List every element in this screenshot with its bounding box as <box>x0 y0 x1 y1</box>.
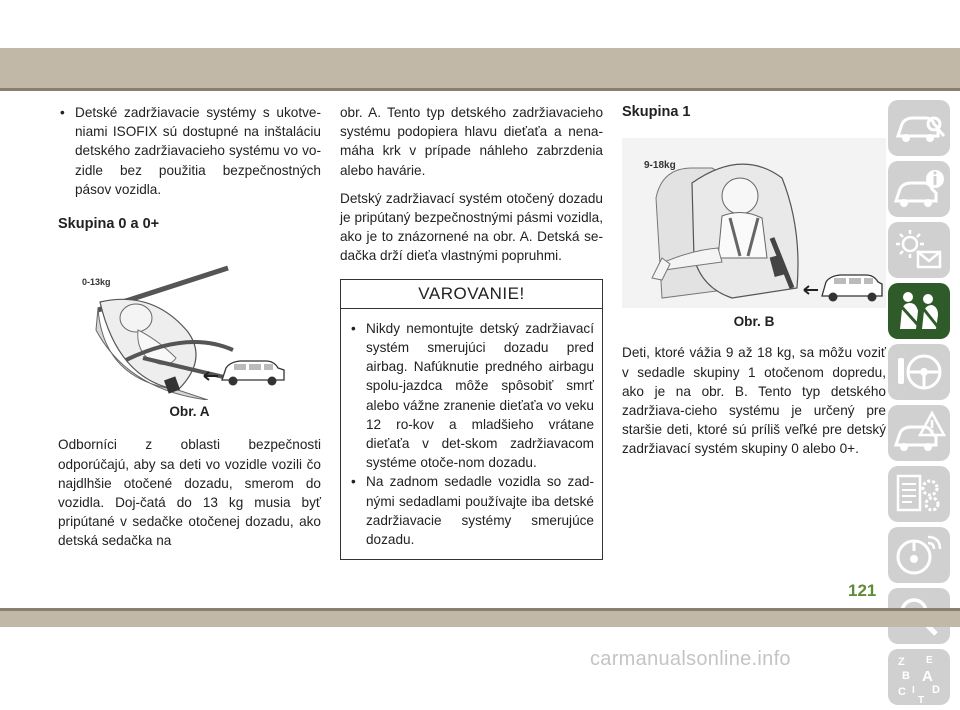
figure-a-caption: Obr. A <box>169 404 210 420</box>
tab-car-magnifier[interactable] <box>888 100 950 156</box>
car-hazard-icon <box>888 405 950 461</box>
warning-item-text: Nikdy nemontujte detský zadržiavací systém smerujúci dozadu pred airbag. Nafúknutie predného airbagu spolu-jazdca môže spôsobiť smrť alebo vážne zranenie dieťaťa vo veku 12 ro-kov a mladšieho vrátane dieťaťa v det-skom zadržiavacom systéme otoče-nom dozadu. <box>366 320 594 471</box>
svg-text:D: D <box>932 684 940 696</box>
section-heading-group-0: Skupina 0 a 0+ <box>58 216 160 233</box>
footer-band <box>0 611 960 627</box>
svg-text:Z: Z <box>898 656 905 668</box>
column-3 <box>622 103 886 459</box>
tab-service[interactable] <box>888 466 950 522</box>
header-rule <box>0 88 960 91</box>
warning-title: VAROVANIE! <box>341 280 602 309</box>
figure-b-caption: Obr. B <box>733 314 775 330</box>
body-paragraph: Detský zadržiavací systém otočený dozadu je pripútaný bezpečnostnými pásmi vozidla, ako je to znázornené na obr. A. Detská se-dačka drží dieťa vlastnými popruhmi. <box>340 190 603 264</box>
car-magnifier-icon <box>888 100 950 156</box>
warning-item <box>349 319 594 473</box>
tab-emergency[interactable] <box>888 405 950 461</box>
tab-multimedia[interactable] <box>888 527 950 583</box>
forward-seat-illustration <box>622 138 886 308</box>
svg-text:B: B <box>902 670 910 682</box>
svg-text:A: A <box>922 668 933 685</box>
body-paragraph: Odborníci z oblasti bezpečnosti odporúčajú, aby sa deti vo vozidle vozili čo najdlhšie otočené dozadu, smerom do vozidla. Doj-čatá do 13 kg musia byť pripútané v sedačke otočenej dozadu, ako detská sedačka na <box>58 437 321 549</box>
index-letters-icon <box>888 649 950 705</box>
tab-car-info[interactable] <box>888 161 950 217</box>
warning-body <box>341 309 602 559</box>
isofix-bullet-text: Detské zadržiavacie systémy s ukotve-niami ISOFIX sú dostupné na inštaláciu detského zadržiavacieho systému vo vo-zidle bez použitia bezpečnostných pásov vozidla. <box>75 105 321 197</box>
page-number: 121 <box>848 581 877 600</box>
tab-warning-lights[interactable] <box>888 222 950 278</box>
bullet-dot: • <box>351 320 356 336</box>
svg-text:E: E <box>926 655 933 666</box>
body-paragraph: Deti, ktoré vážia 9 až 18 kg, sa môžu voziť v sedadle skupiny 1 otočenom dopredu, ako je na obr. B. Tento typ detského zadržiava-cieho systému je určený pre staršie deti, ktoré sú príliš veľké pre detský zadržiavací systém skupiny 0 alebo 0+. <box>622 345 886 457</box>
isofix-bullet <box>58 103 321 199</box>
warning-item-text: Na zadnom sedadle vozidla so zad-nými sedadlami používajte iba detské zadržiavacie systémy smerujúce dozadu. <box>366 474 594 548</box>
tab-starting-operating[interactable] <box>888 344 950 400</box>
site-watermark: carmanualsonline.info <box>590 648 791 670</box>
section-heading-group-1: Skupina 1 <box>622 104 691 120</box>
tab-index[interactable] <box>888 649 950 705</box>
bullet-dot: • <box>60 105 65 120</box>
header-band <box>0 48 960 88</box>
figure-b <box>622 138 886 308</box>
multimedia-icon <box>888 527 950 583</box>
figure-a <box>58 240 321 400</box>
column-2 <box>340 103 603 560</box>
svg-text:I: I <box>912 685 915 696</box>
figure-a-label: 0-13kg <box>82 277 111 288</box>
bullet-dot: • <box>351 474 356 490</box>
svg-text:C: C <box>898 686 906 698</box>
infant-seat-illustration <box>58 240 321 400</box>
steering-key-icon <box>888 344 950 400</box>
figure-b-label: 9-18kg <box>644 160 676 172</box>
svg-text:T: T <box>918 695 925 705</box>
warning-item <box>349 472 594 549</box>
warning-box <box>340 279 603 561</box>
column-1 <box>58 103 321 551</box>
body-paragraph: obr. A. Tento typ detského zadržiavacieho systému podopiera hlavu dieťaťa a nena-máha krk v prípade náhleho zabrzdenia alebo havárie. <box>340 105 603 178</box>
tab-safety[interactable] <box>888 283 950 339</box>
seatbelt-safety-icon <box>888 283 950 339</box>
warning-light-message-icon <box>888 222 950 278</box>
service-gears-icon <box>888 466 950 522</box>
car-info-icon <box>888 161 950 217</box>
